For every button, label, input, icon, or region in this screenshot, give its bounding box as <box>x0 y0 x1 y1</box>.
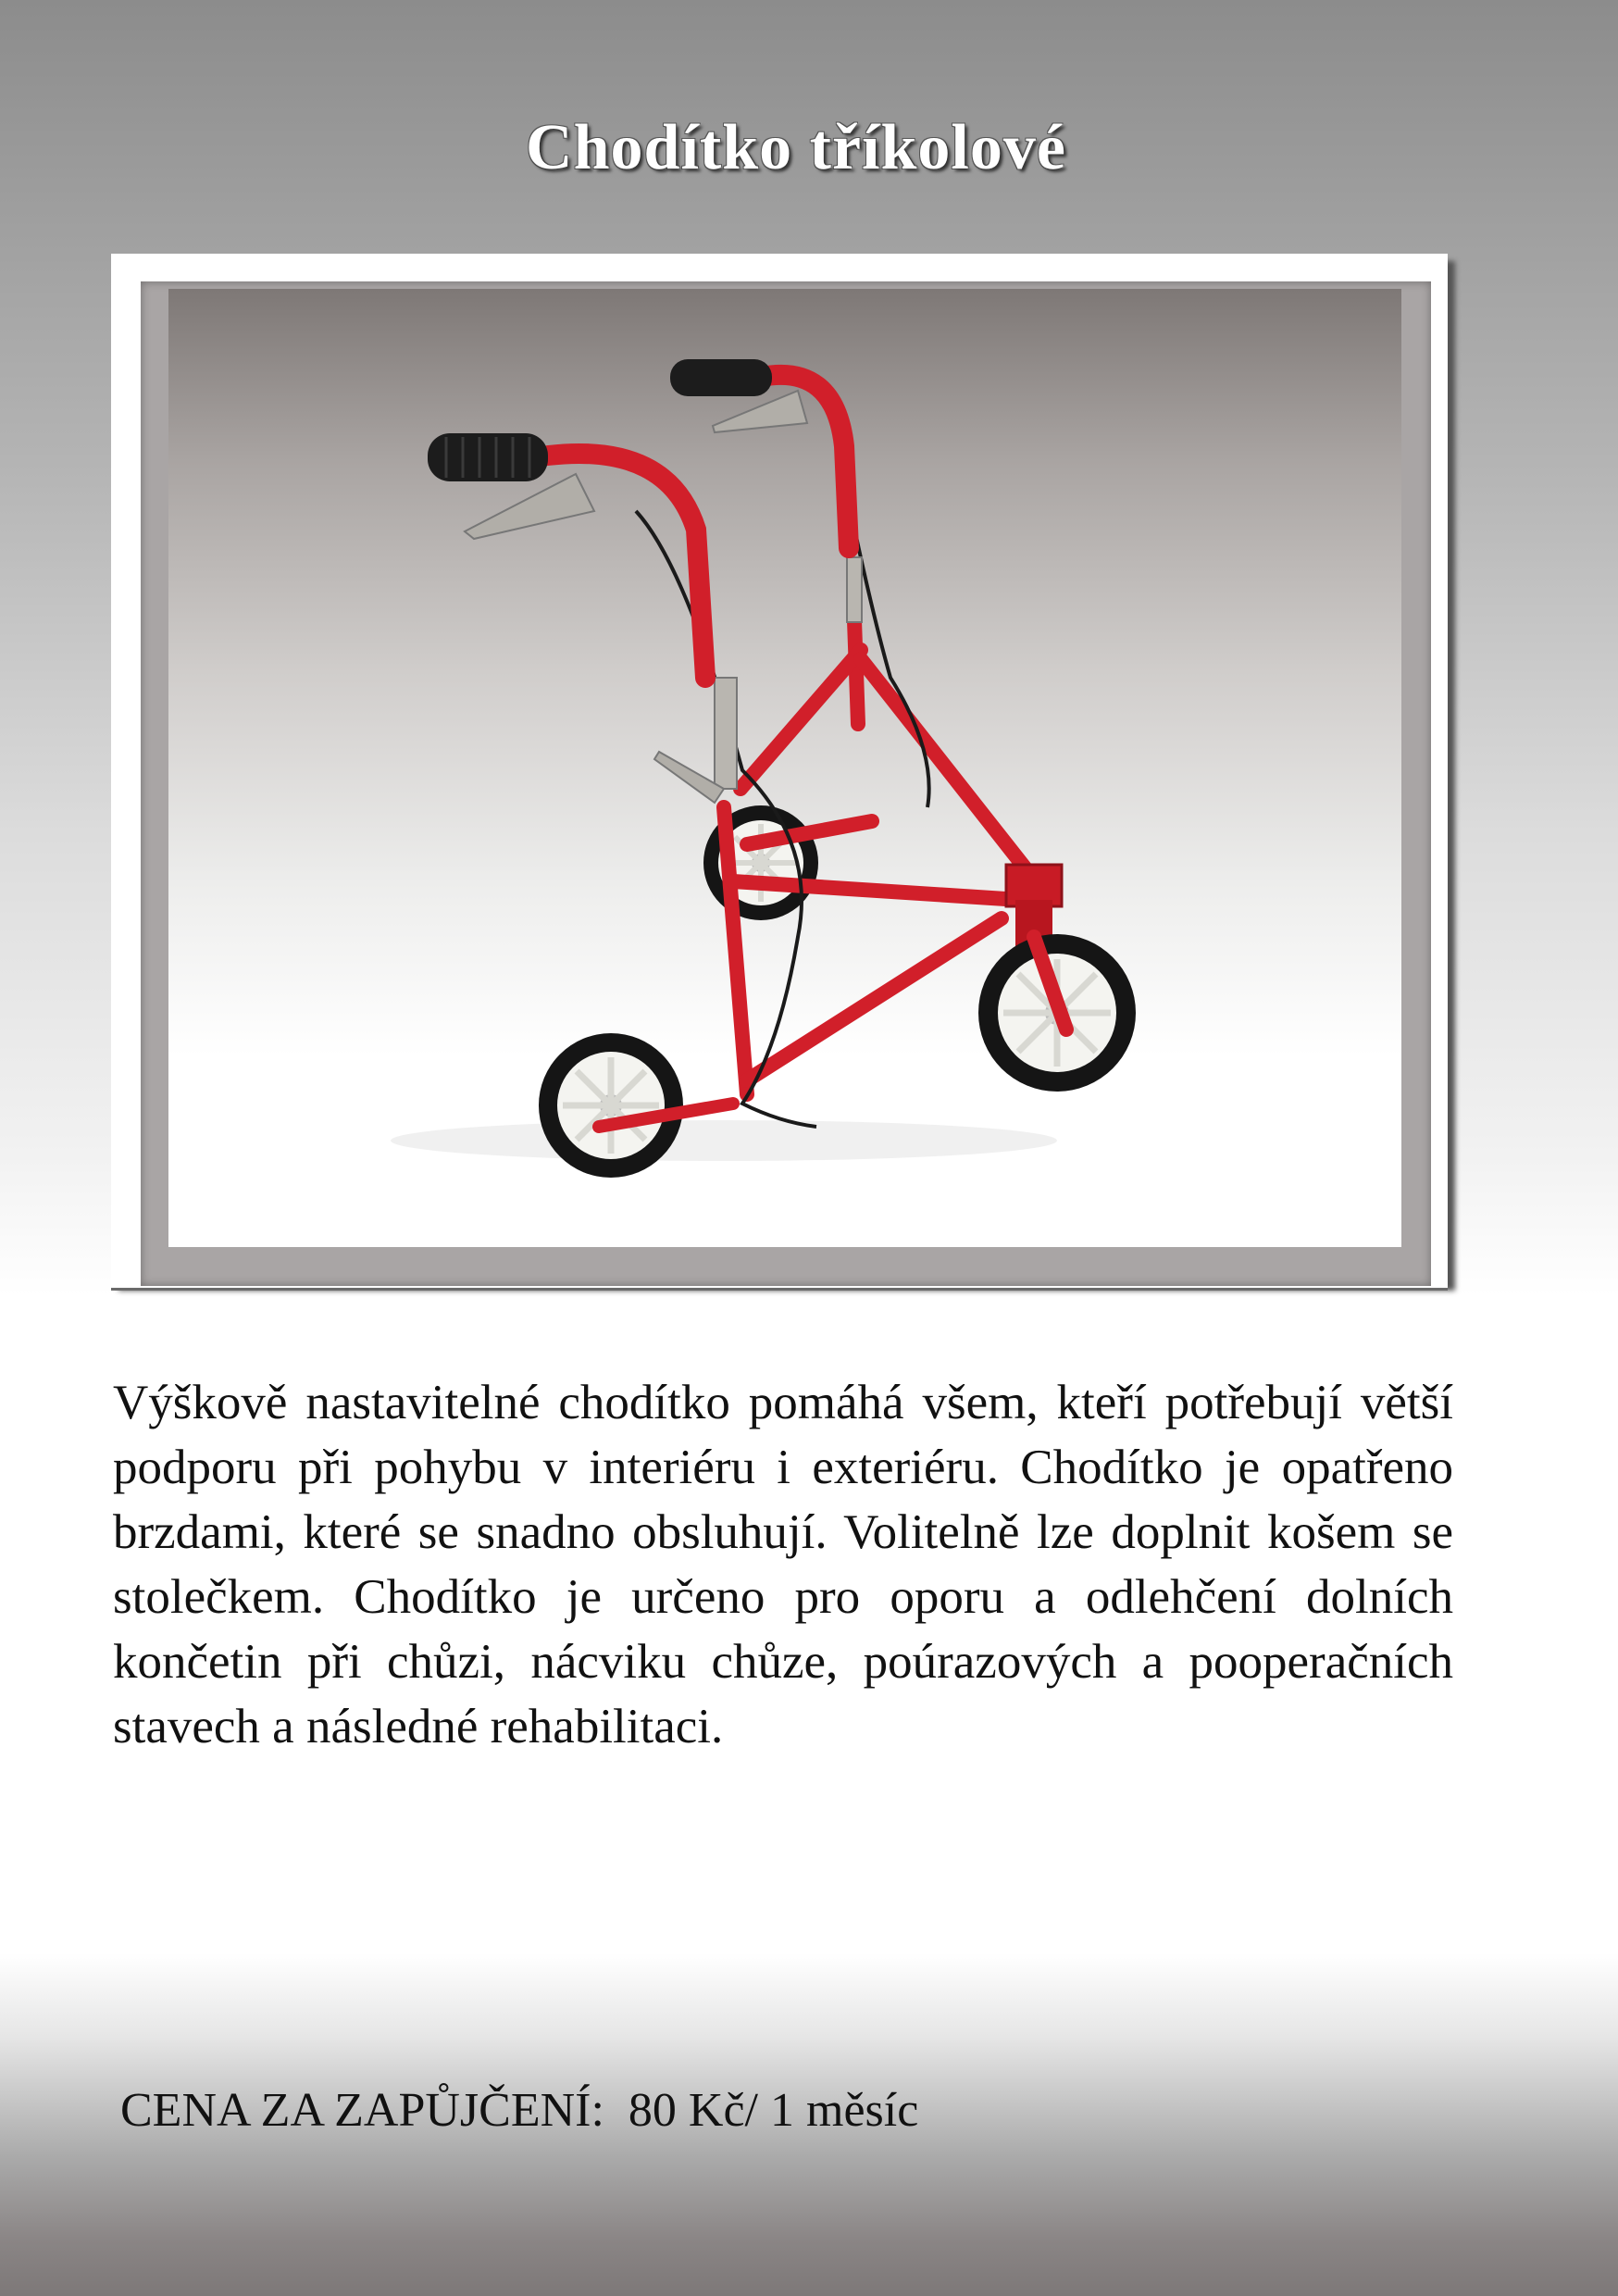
product-photo <box>168 289 1401 1247</box>
basket-hook <box>654 752 724 803</box>
right-brake-lever <box>713 391 807 432</box>
height-adjuster-left <box>715 678 737 789</box>
floor-shadow <box>391 1120 1057 1161</box>
height-adjuster-right <box>847 557 862 622</box>
rental-price <box>120 2083 918 2138</box>
front-left-wheel <box>539 1033 683 1178</box>
right-grip <box>670 359 772 396</box>
price-value: 80 Kč/ 1 měsíc <box>628 2084 919 2137</box>
price-label: CENA ZA ZAPŮJČENÍ: <box>120 2084 604 2137</box>
page-title: Chodítko tříkolové <box>526 112 1066 183</box>
left-brake-lever <box>465 474 594 539</box>
product-description: Výškově nastavitelné chodítko pomáhá všem, kteří potřebují větší podporu při pohybu v interiéru i exteriéru. Chodítko je opatřeno brzdami, které se snadno obsluhují. Volitelně lze doplnit košem se stolečkem. Chodítko je určeno pro oporu a odlehčení dolních končetin při chůzi, nácviku chůze, poúrazových a pooperačních stavech a následné rehabilitaci. <box>113 1376 1453 1753</box>
walker-illustration <box>168 289 1401 1247</box>
